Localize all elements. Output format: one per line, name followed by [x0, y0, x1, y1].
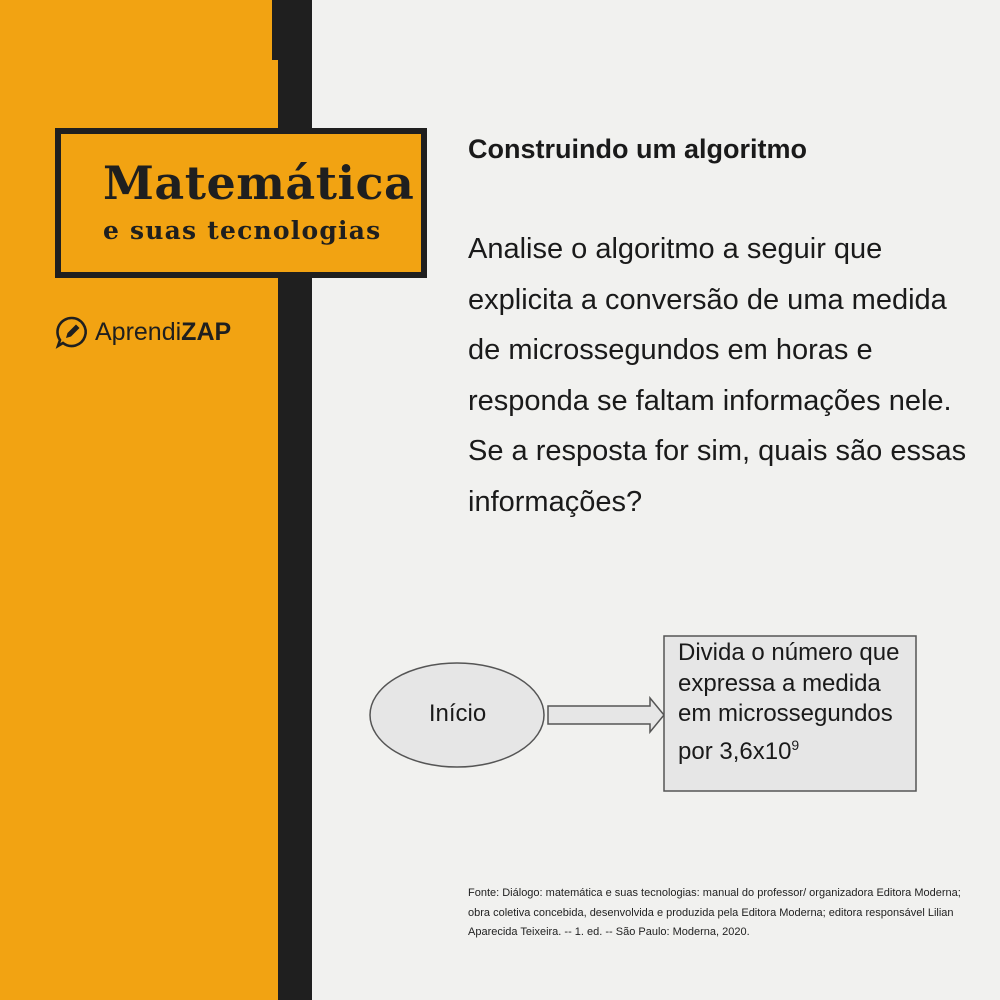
- flow-start-label: Início: [428, 700, 487, 727]
- flow-step-text: [678, 638, 914, 767]
- subject-subtitle: e suas tecnologias: [103, 216, 382, 245]
- question-text: Analise o algoritmo a seguir que explicita a conversão de uma medida de microssegundos em horas e responda se faltam informações nele. Se a resposta for sim, quais são essas informações?: [468, 233, 967, 518]
- section-heading: Construindo um algoritmo: [468, 134, 807, 164]
- flow-step-exponent: 9: [791, 736, 800, 753]
- brand-name-bold: ZAP: [181, 317, 232, 346]
- brand-name: Aprendi: [95, 317, 182, 346]
- brand-logo: [55, 314, 231, 350]
- flow-arrow: [548, 698, 664, 732]
- source-citation: Fonte: Diálogo: matemática e suas tecnologias: manual do professor/ organizadora Editora Moderna; obra coletiva concebida, desenvolvida e produzida pela Editora Moderna; editora responsável Lilian Aparecida Teixeira. -- 1. ed. -- São Paulo: Moderna, 2020.: [468, 887, 961, 938]
- flow-step-body: Divida o número que expressa a medida em microssegundos por 3,6x10: [678, 639, 900, 765]
- black-divider-notch: [272, 0, 280, 60]
- subject-title-box: [55, 128, 427, 278]
- subject-title: Matemática: [103, 156, 415, 210]
- pencil-chat-icon: [55, 315, 89, 349]
